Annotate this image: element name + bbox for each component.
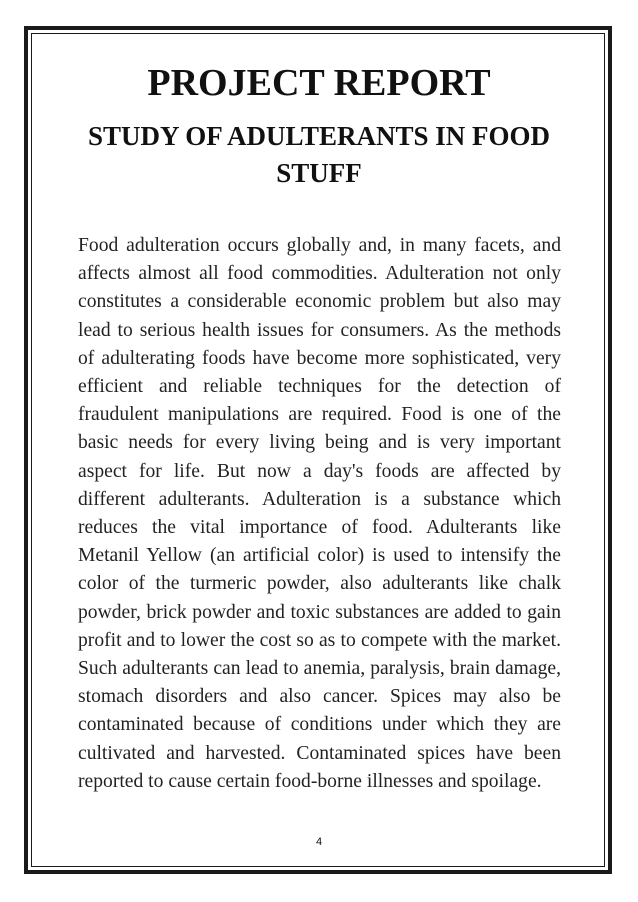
page-number: 4 — [315, 836, 323, 848]
page-subtitle: STUDY OF ADULTERANTS IN FOOD STUFF — [87, 121, 551, 188]
body-paragraph: Food adulteration occurs globally and, in many facets, and affects almost all food commodities. Adulteration not only constitutes a considerable economic problem but also may lead to serious health issues for consumers. As the methods of adulterating foods have become more sophisticated, very efficient and reliable techniques for the detection of fraudulent manipulations are required. Food is one of the basic needs for every living being and is very important aspect for life. But now a day's foods are affected by different adulterants. Adulteration is a substance which reduces the vital importance of food. Adulterants like Metanil Yellow (an artificial color) is used to intensify the color of the turmeric powder, also adulterants like chalk powder, brick powder and toxic substances are added to gain profit and to lower the cost so as to compete with the market. Such adulterants can lead to anemia, paralysis, brain damage, stomach disorders and also cancer. Spices may also be contaminated because of conditions under which they are cultivated and harvested. Contaminated spices have been reported to cause certain food-borne illnesses and spoilage. — [78, 235, 561, 792]
page-title: PROJECT REPORT — [147, 62, 491, 104]
